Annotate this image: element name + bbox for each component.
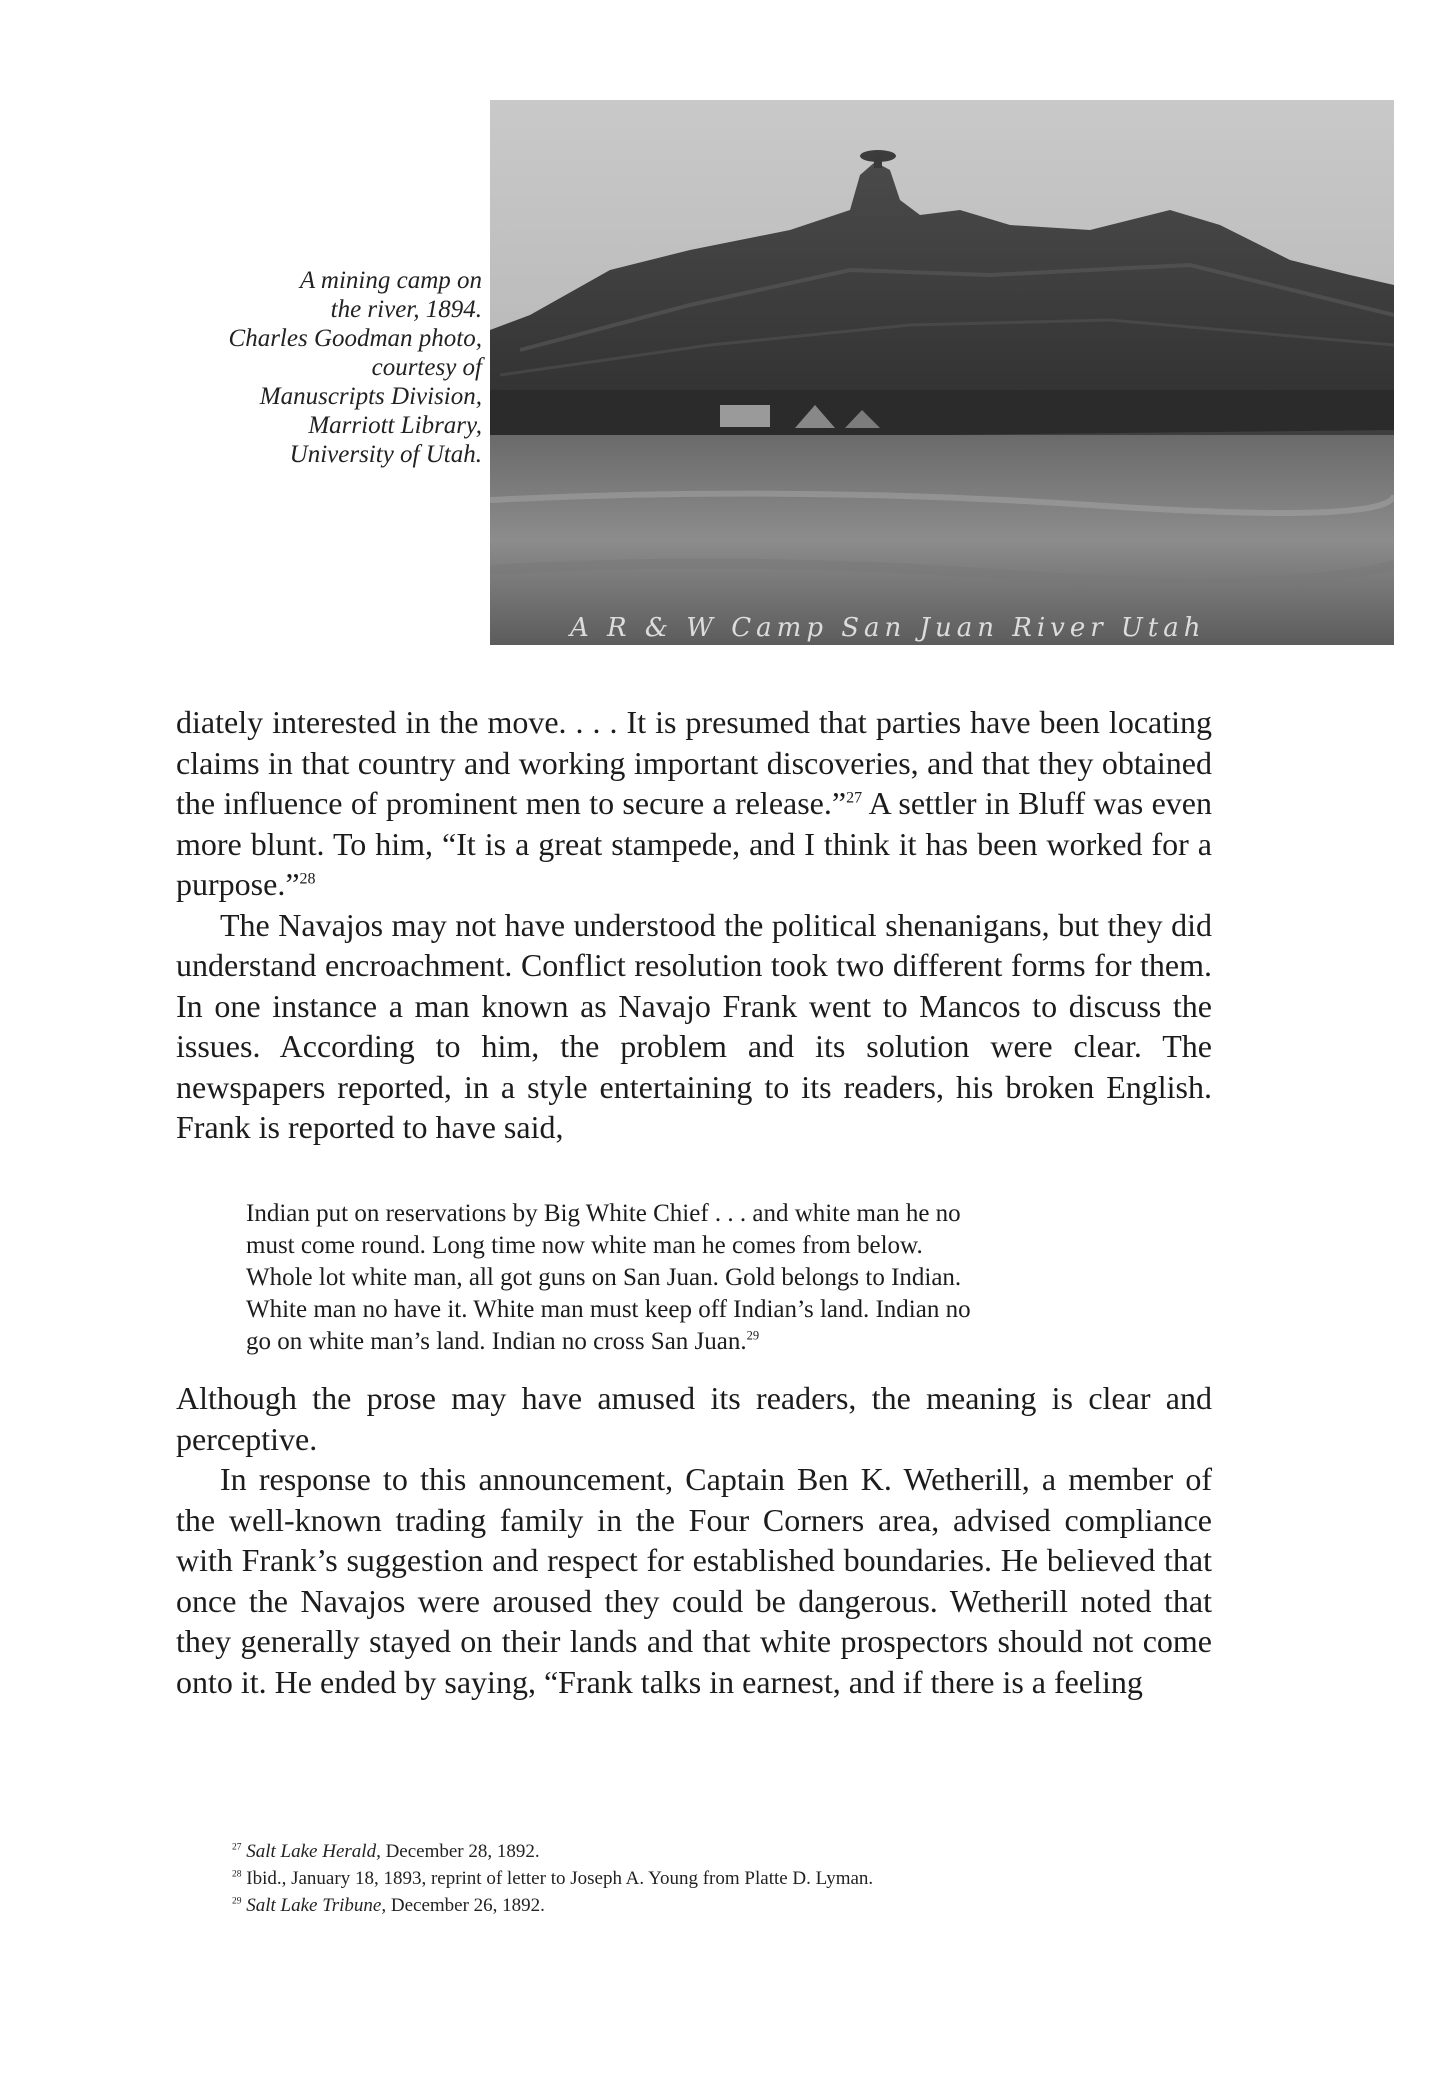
photo-illustration [490, 100, 1394, 645]
footnote-number: 28 [232, 1869, 242, 1880]
quote-line-text: go on white man’s land. Indian no cross San Juan. [246, 1328, 747, 1355]
caption-line: University of Utah. [289, 441, 482, 468]
quote-line: Whole lot white man, all got guns on San Juan. Gold belongs to Indian. [246, 1264, 962, 1291]
footnote-source: Salt Lake Herald, [246, 1841, 381, 1862]
quote-line: Indian put on reservations by Big White Chief . . . and white man he no [246, 1200, 961, 1227]
footnote-text: Ibid., January 18, 1893, reprint of letter to Joseph A. Young from Platte D. Lyman. [246, 1868, 874, 1889]
photo-inscription: A R & W Camp San Juan River Utah [570, 613, 1206, 643]
footnote-ref-29[interactable]: 29 [746, 1328, 760, 1343]
footnote-source: Salt Lake Tribune, [246, 1895, 387, 1916]
body-text-bottom [176, 1378, 1212, 1702]
body-text-top [176, 702, 1212, 1148]
quote-line: must come round. Long time now white man he comes from below. [246, 1232, 923, 1259]
footnote-ref-27[interactable]: 27 [846, 789, 863, 807]
paragraph-1 [176, 702, 1212, 905]
footnote-number: 29 [232, 1896, 242, 1907]
caption-line: Charles Goodman photo, [228, 325, 482, 352]
paragraph-4: In response to this announcement, Captain Ben K. Wetherill, a member of the well-known trading family in the Four Corners area, advised compliance with Frank’s suggestion and respect for established boundaries. He believed that once the Navajos were aroused they could be dangerous. Wetherill noted that they generally stayed on their lands and that white prospectors should not come onto it. He ended by saying, “Frank talks in earnest, and if there is a feeling [176, 1461, 1212, 1700]
photo-caption [200, 266, 482, 469]
block-quote [246, 1198, 1150, 1358]
caption-line: Manuscripts Division, [259, 383, 482, 410]
footnotes [232, 1838, 1212, 1919]
paragraph-1-text-b: A settler in Bluff was even more blunt. To him, “It is a great stampede, and I think it has been worked for a purpose.” [176, 785, 1213, 902]
footnote-ref-28[interactable]: 28 [299, 870, 316, 888]
footnote-28 [232, 1865, 1212, 1892]
caption-line: Marriott Library, [308, 412, 482, 439]
paragraph-3: Although the prose may have amused its readers, the meaning is clear and perceptive. [176, 1380, 1212, 1457]
paragraph-1-text-a: diately interested in the move. . . . It is presumed that parties have been locating claims in that country and working important discoveries, and that they obtained the influence of prominent men to secure a release.” [176, 704, 1212, 821]
footnote-29 [232, 1892, 1212, 1919]
mining-camp-photo [490, 100, 1394, 645]
footnote-27 [232, 1838, 1212, 1865]
footnote-number: 27 [232, 1842, 242, 1853]
caption-line: courtesy of [371, 354, 482, 381]
footnote-text: December 28, 1892. [380, 1841, 540, 1862]
quote-line [246, 1326, 1150, 1358]
paragraph-2: The Navajos may not have understood the political shenanigans, but they did understand encroachment. Conflict resolution took two different forms for them. In one instance a man known as Navajo Frank went to Mancos to discuss the issues. According to him, the problem and its solution were clear. The newspapers reported, in a style entertaining to its readers, his broken English. Frank is reported to have said, [176, 906, 1212, 1145]
quote-line: White man no have it. White man must keep off Indian’s land. Indian no [246, 1296, 971, 1323]
caption-line: A mining camp on [299, 267, 482, 294]
footnote-text: December 26, 1892. [386, 1895, 545, 1916]
caption-line: the river, 1894. [330, 296, 482, 323]
